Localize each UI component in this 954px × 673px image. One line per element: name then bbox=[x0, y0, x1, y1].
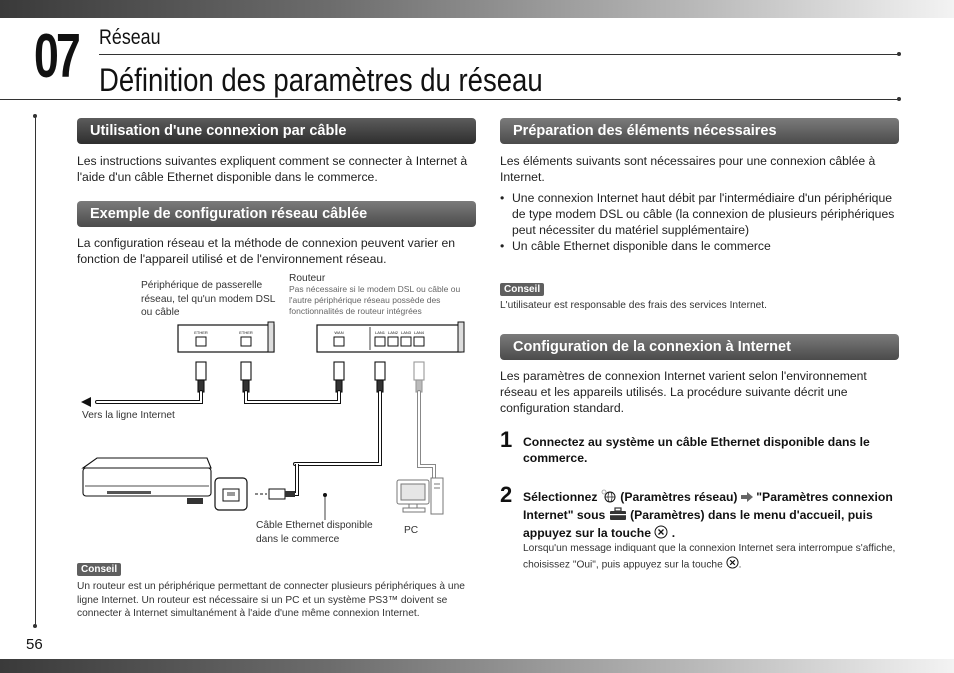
modem-device bbox=[178, 322, 274, 352]
step-2-text-part: . bbox=[671, 526, 676, 541]
settings-toolbox-icon bbox=[609, 507, 627, 525]
step-2-text-part: "Paramètres connexion Internet" sous bbox=[523, 490, 893, 523]
network-diagram bbox=[77, 318, 477, 520]
cable-label: Câble Ethernet disponible dans le commerce bbox=[256, 520, 373, 545]
step-number: 1 bbox=[500, 427, 513, 452]
header-rule-bottom bbox=[0, 99, 900, 100]
section-name: Réseau bbox=[99, 26, 161, 49]
ps3-cable-plug bbox=[255, 464, 297, 499]
ps3-console bbox=[83, 458, 211, 504]
step-2-text-part: Sélectionnez bbox=[523, 490, 598, 505]
step-2-note-part: Lorsqu'un message indiquant que la connexion Internet sera interrompue s'affiche, choisissez "Oui", puis appuyez sur la touche bbox=[523, 543, 896, 570]
step-1-text: Connectez au système un câble Ethernet disponible dans le commerce. bbox=[523, 435, 870, 465]
section-header-preparation: Préparation des éléments nécessaires bbox=[500, 118, 899, 144]
step-number: 2 bbox=[500, 482, 513, 507]
list-item: • Une connexion Internet haut débit par l'intermédiaire d'un périphérique de type modem DSL ou câble (la connexion de plusieurs périphériques peut nécessiter du matériel supplémentaire) bbox=[500, 190, 900, 238]
section-header-wired-connection: Utilisation d'une connexion par câble bbox=[77, 118, 476, 144]
rule-end-dot bbox=[897, 52, 901, 56]
internet-label: Vers la ligne Internet bbox=[82, 410, 175, 421]
margin-rule-bottom-dot bbox=[33, 624, 37, 628]
top-gradient-bar bbox=[0, 0, 954, 18]
cost-tip-text: L'utilisateur est responsable des frais des services Internet. bbox=[500, 300, 767, 311]
page-number: 56 bbox=[26, 636, 43, 653]
step-2-note bbox=[523, 542, 899, 573]
modem-label: Périphérique de passerelle réseau, tel qu'un modem DSL ou câble bbox=[141, 280, 276, 318]
router-device bbox=[317, 322, 464, 352]
cross-button-icon bbox=[726, 556, 739, 574]
tip-badge: Conseil bbox=[500, 283, 544, 296]
modem-port-label: ETHER bbox=[239, 330, 253, 335]
chapter-number: 07 bbox=[34, 22, 78, 91]
section-header-config-example: Exemple de configuration réseau câblée bbox=[77, 201, 476, 227]
page-title: Définition des paramètres du réseau bbox=[99, 62, 543, 98]
router-note: Pas nécessaire si le modem DSL ou câble ou l'autre périphérique réseau possède des fonctionnalités de routeur intégrées bbox=[289, 284, 461, 316]
step-2-note-part: . bbox=[738, 558, 742, 570]
step-2-text-part: (Paramètres) dans le menu d'accueil, puis appuyez sur la touche bbox=[523, 508, 873, 541]
router-port-label: LAN2 bbox=[387, 330, 399, 335]
router-tip-text: Un routeur est un périphérique permettant de connecter plusieurs périphériques à une ligne Internet. Un routeur est nécessaire si un PC et un système PS3™ doivent se connecter à Internet simultanément à l'aide d'une même connexion Internet. bbox=[77, 581, 465, 619]
internet-config-text: Les paramètres de connexion Internet varient selon l'environnement réseau et les appareils utilisés. La procédure suivante décrit une configuration standard. bbox=[500, 369, 867, 415]
network-settings-icon bbox=[601, 489, 617, 507]
router-port-label: WAN bbox=[334, 330, 344, 335]
pc-computer bbox=[397, 478, 443, 514]
router-port-label: LAN4 bbox=[413, 330, 425, 335]
internet-arrow bbox=[81, 397, 91, 407]
margin-rule bbox=[35, 116, 36, 626]
margin-rule-top-dot bbox=[33, 114, 37, 118]
requirements-list bbox=[500, 190, 900, 254]
modem-port-label: ETHER bbox=[194, 330, 208, 335]
ethernet-plugs bbox=[196, 362, 424, 392]
wired-connection-text: Les instructions suivantes expliquent comment se connecter à Internet à l'aide d'un câble Ethernet disponible dans le commerce. bbox=[77, 154, 468, 184]
cross-button-icon bbox=[654, 525, 668, 543]
router-port-label: LAN3 bbox=[400, 330, 412, 335]
step-2-text bbox=[523, 489, 899, 543]
router-label: Routeur bbox=[289, 273, 326, 284]
section-header-internet-config: Configuration de la connexion à Internet bbox=[500, 334, 899, 360]
bottom-gradient-bar bbox=[0, 659, 954, 673]
router-port-label: LAN1 bbox=[374, 330, 386, 335]
list-item: • Un câble Ethernet disponible dans le commerce bbox=[500, 238, 900, 254]
preparation-text: Les éléments suivants sont nécessaires pour une connexion câblée à Internet. bbox=[500, 154, 876, 184]
config-example-text: La configuration réseau et la méthode de connexion peuvent varier en fonction de l'appareil utilisé et de l'environnement réseau. bbox=[77, 236, 456, 266]
pc-label: PC bbox=[404, 525, 419, 536]
step-2-text-part: (Paramètres réseau) bbox=[620, 490, 738, 505]
arrow-right-icon bbox=[741, 490, 753, 506]
header-rule-top bbox=[99, 54, 899, 55]
tip-badge: Conseil bbox=[77, 563, 121, 576]
ps3-ethernet-port bbox=[215, 478, 247, 510]
rule-end-dot bbox=[897, 97, 901, 101]
